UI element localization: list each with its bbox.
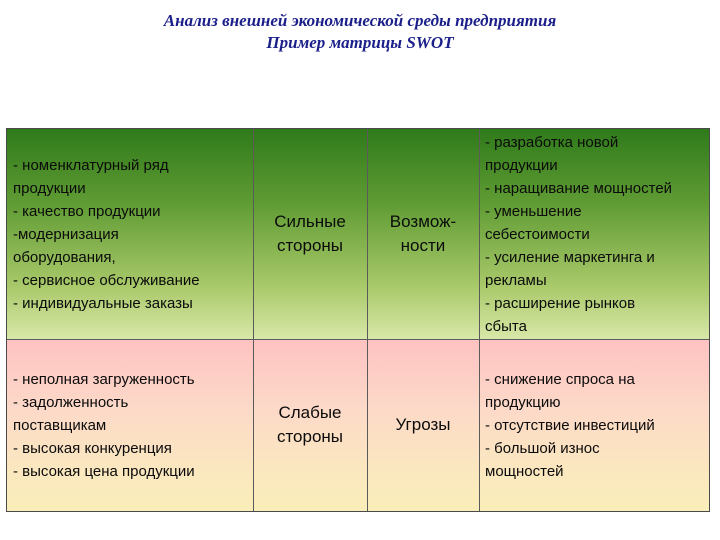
list-item: - усиление маркетинга и [485, 248, 655, 266]
threats-label: Угрозы [395, 415, 451, 434]
list-item: - сервисное обслуживание [13, 271, 200, 289]
weaknesses-list [13, 368, 195, 483]
list-item: - большой износ [485, 439, 600, 457]
list-item: оборудования, [13, 248, 116, 266]
list-item: - снижение спроса на [485, 370, 635, 388]
list-item: продукцию [485, 393, 561, 411]
opportunities-label-cell [367, 129, 479, 339]
list-item: мощностей [485, 462, 564, 480]
list-item: рекламы [485, 271, 547, 289]
list-item: - задолженность [13, 393, 129, 411]
strengths-label: Сильные стороны [274, 212, 346, 255]
swot-row-positive [7, 129, 709, 339]
threats-list [485, 368, 655, 483]
swot-row-negative [7, 339, 709, 511]
strengths-label-cell [253, 129, 367, 339]
list-item: - расширение рынков [485, 294, 636, 312]
list-item: - высокая конкуренция [13, 439, 172, 457]
list-item: продукции [485, 156, 558, 174]
weaknesses-label: Слабые стороны [276, 403, 344, 446]
threats-label-cell [367, 339, 479, 511]
swot-matrix [6, 128, 710, 512]
column-divider [367, 129, 368, 511]
list-item: - высокая цена продукции [13, 462, 195, 480]
row-divider [7, 339, 709, 340]
page-title [0, 10, 720, 54]
title-line-1: Анализ внешней экономической среды предприятия [163, 11, 557, 30]
list-item: - уменьшение [485, 202, 582, 220]
list-item: - наращивание мощностей [485, 179, 673, 197]
list-item: сбыта [485, 317, 527, 335]
list-item: - индивидуальные заказы [13, 294, 193, 312]
strengths-list-cell [7, 129, 253, 339]
list-item: - номенклатурный ряд [13, 156, 169, 174]
list-item: - неполная загруженность [13, 370, 195, 388]
weaknesses-list-cell [7, 339, 253, 511]
strengths-list [13, 154, 200, 315]
weaknesses-label-cell [253, 339, 367, 511]
list-item: себестоимости [485, 225, 590, 243]
column-divider [253, 129, 254, 511]
list-item: продукции [13, 179, 86, 197]
list-item: поставщикам [13, 416, 107, 434]
opportunities-list [485, 131, 672, 338]
threats-list-cell [479, 339, 709, 511]
list-item: -модернизация [13, 225, 119, 243]
column-divider [479, 129, 480, 511]
list-item: - отсутствие инвестиций [485, 416, 655, 434]
list-item: - разработка новой [485, 133, 619, 151]
opportunities-list-cell [479, 129, 709, 339]
opportunities-label: Возмож- ности [389, 212, 457, 255]
title-line-2: Пример матрицы SWOT [266, 33, 454, 52]
list-item: - качество продукции [13, 202, 161, 220]
